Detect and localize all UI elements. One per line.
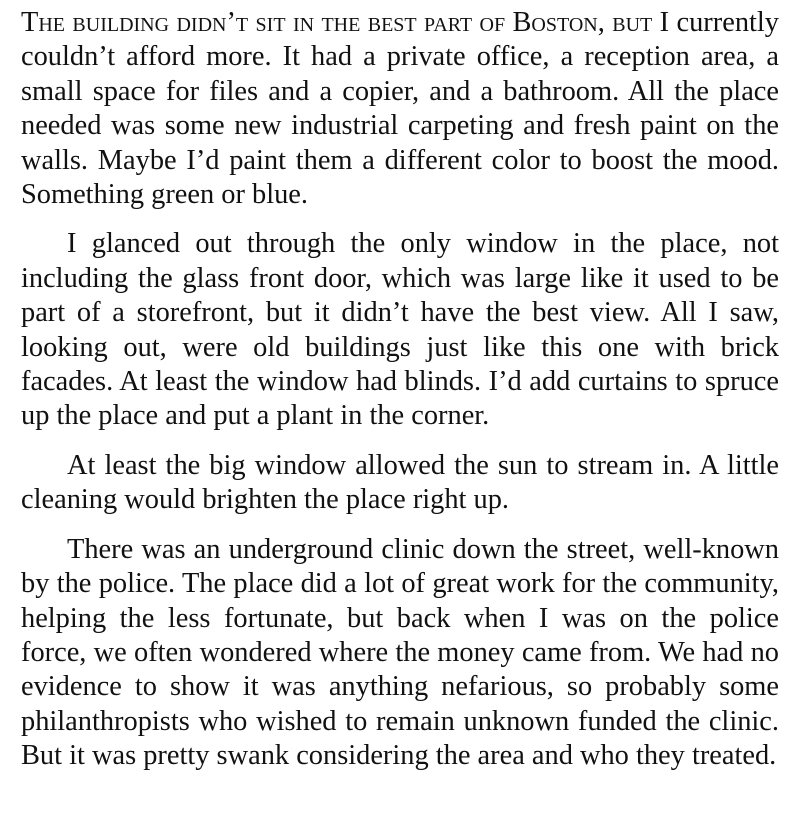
opening-small-caps: The building didn’t sit in the best part of Boston, but I	[21, 7, 670, 38]
paragraph-2: I glanced out through the only window in the place, not including the glass front door, which was large like it used to be part of a storefront, but it didn’t have the best view. All I saw, looking out, were old buildings just like this one with brick facades. At least the window had blinds. I’d add curtains to spruce up the place and put a plant in the corner.	[21, 228, 779, 432]
paragraph-1	[21, 6, 779, 212]
paragraph-1-text: currently couldn’t afford more. It had a private office, a reception area, a small space for files and a copier, and a bathroom. All the place needed was some new industrial carpeting and fresh paint on the walls. Maybe I’d paint them a different color to boost the mood. Something green or blue.	[21, 7, 779, 211]
paragraph-4: There was an underground clinic down the street, well-known by the police. The place did a lot of great work for the community, helping the less fortunate, but back when I was on the police force, we often wondered where the money came from. We had no evidence to show it was anything nefarious, so probably some philanthropists who wished to remain unknown funded the clinic. But it was pretty swank considering the area and who they treated.	[21, 533, 779, 772]
paragraph-3: At least the big window allowed the sun to stream in. A little cleaning would brighten the place right up.	[21, 449, 779, 516]
